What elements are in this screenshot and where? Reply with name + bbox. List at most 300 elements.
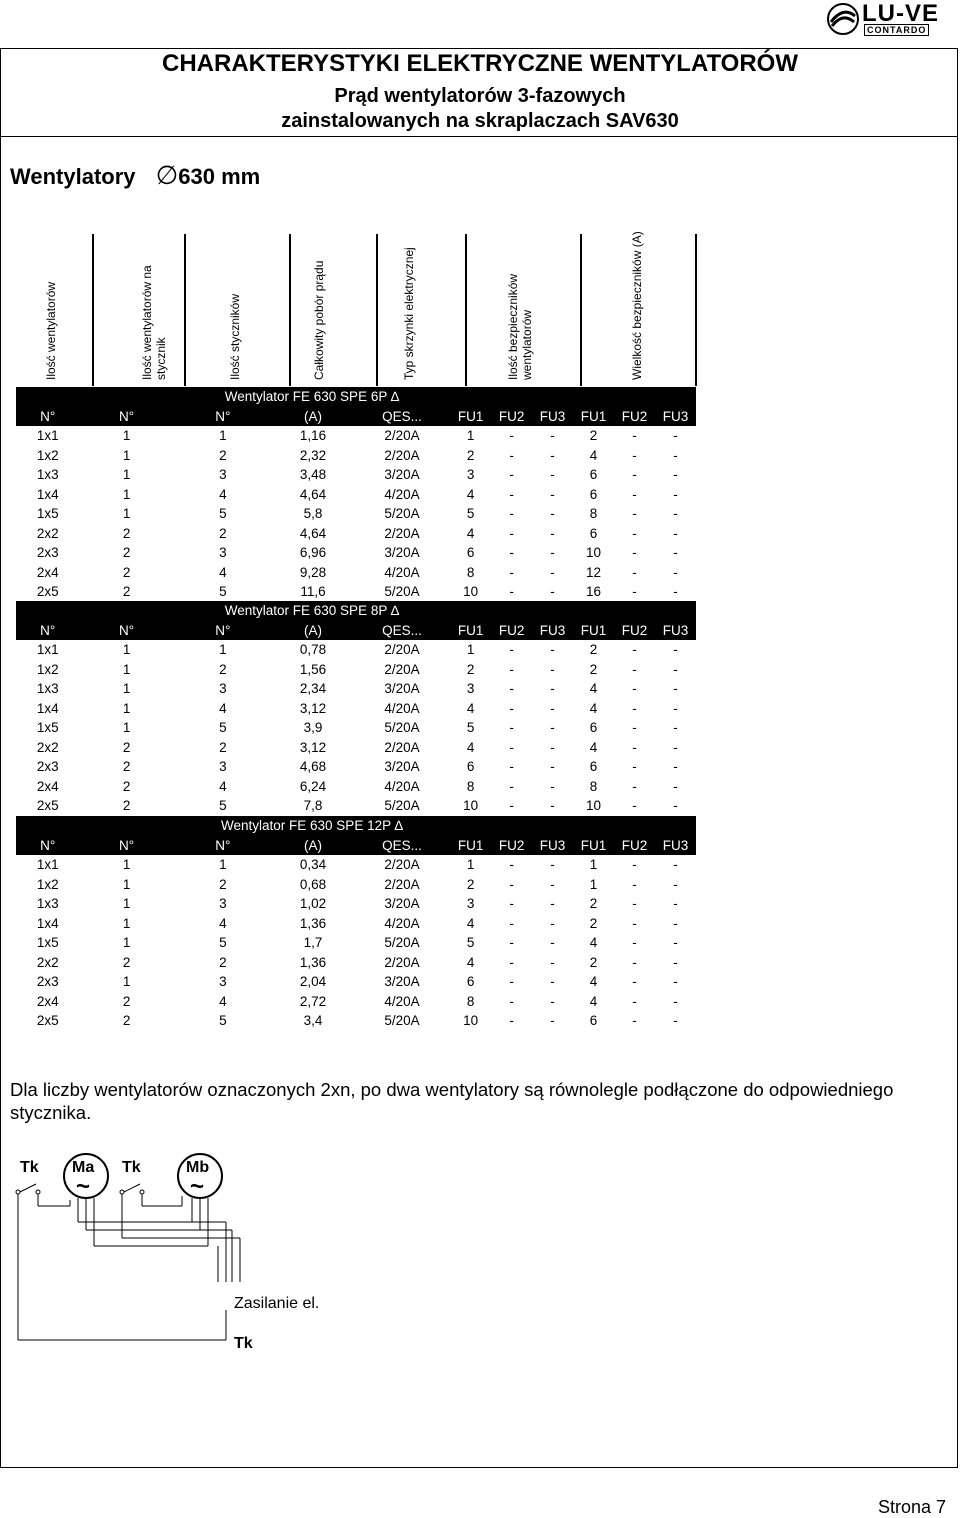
table-cell: 2 — [466, 447, 475, 463]
table-cell: 1 — [219, 428, 227, 444]
table-cell: 3,9 — [303, 720, 323, 736]
table-cell: 1 — [122, 486, 131, 502]
sub-header-cell: N° — [79, 836, 173, 856]
table-cell: 11,6 — [300, 584, 326, 600]
table-cell: - — [673, 700, 678, 716]
table-row — [16, 485, 696, 505]
wiring-diagram — [10, 1150, 320, 1352]
table-cell: 1,7 — [303, 935, 323, 951]
table-cell: 2,34 — [299, 681, 327, 697]
table-cell: 1x5 — [36, 935, 59, 951]
table-cell: - — [632, 857, 637, 873]
table-cell: 4/20A — [384, 993, 420, 1009]
table-cell: - — [509, 700, 514, 716]
table-cell: 2/20A — [384, 954, 420, 970]
table-row — [16, 426, 696, 446]
table-cell: - — [550, 486, 555, 502]
sub-header-cell: FU1 — [573, 621, 614, 641]
table-cell: 1 — [122, 974, 131, 990]
table-cell: 1 — [122, 915, 131, 931]
table-cell: 1 — [122, 720, 131, 736]
table-cell: 4 — [466, 739, 475, 755]
logo-sub: CONTARDO — [864, 24, 929, 36]
table-cell: - — [632, 993, 637, 1009]
table-cell: - — [632, 486, 637, 502]
table-cell: - — [550, 759, 555, 775]
table-cell: 1 — [122, 506, 131, 522]
table-cell: 1x2 — [36, 447, 59, 463]
table-cell: - — [550, 720, 555, 736]
sub-header-cell: N° — [79, 407, 173, 427]
section-title: Wentylator FE 630 SPE 8P ∆ — [174, 601, 450, 621]
table-cell: - — [550, 467, 555, 483]
table-cell: 4 — [219, 915, 227, 931]
table-cell: 8 — [466, 778, 475, 794]
table-row — [16, 446, 696, 466]
table-cell: 4/20A — [384, 564, 420, 580]
table-cell: - — [673, 467, 678, 483]
table-cell: 6 — [466, 545, 475, 561]
table-cell: 7,8 — [303, 798, 323, 814]
table-cell: 0,34 — [299, 857, 327, 873]
table-cell: - — [550, 778, 555, 794]
fan-table-1 — [16, 387, 696, 602]
sub-header-row — [16, 407, 696, 427]
table-cell: 2/20A — [384, 642, 420, 658]
table-cell: 1,56 — [299, 661, 327, 677]
table-cell: 2 — [122, 564, 131, 580]
tk-label-1: Tk — [20, 1159, 39, 1176]
table-cell: - — [673, 778, 678, 794]
sub-header-cell: N° — [174, 621, 272, 641]
table-cell: 8 — [589, 778, 598, 794]
table-cell: 3 — [466, 681, 475, 697]
sub-header-cell: FU3 — [532, 836, 573, 856]
table-row — [16, 777, 696, 797]
table-cell: - — [550, 993, 555, 1009]
sub-header-cell: FU3 — [532, 407, 573, 427]
header-separator — [92, 234, 94, 386]
table-cell: 1 — [122, 681, 131, 697]
sub-header-cell: FU1 — [450, 621, 491, 641]
sub-header-cell: FU1 — [450, 407, 491, 427]
table-cell: 3 — [466, 467, 475, 483]
table-cell: 5,8 — [303, 506, 323, 522]
table-cell: - — [509, 506, 514, 522]
table-row — [16, 738, 696, 758]
table-cell: 1x2 — [36, 661, 59, 677]
column-header-6 — [506, 230, 534, 380]
table-cell: 5 — [219, 798, 227, 814]
sub-header-cell: FU2 — [614, 621, 655, 641]
table-cell: 6 — [466, 974, 475, 990]
table-cell: - — [673, 876, 678, 892]
motor-ma-icon — [64, 1154, 108, 1200]
table-cell: 1,36 — [299, 954, 327, 970]
table-cell: 8 — [466, 993, 475, 1009]
table-cell: 4/20A — [384, 700, 420, 716]
table-cell: 6,96 — [299, 545, 327, 561]
table-cell: 2 — [122, 584, 131, 600]
table-cell: 10 — [463, 798, 479, 814]
table-cell: - — [550, 739, 555, 755]
table-cell: 6 — [589, 1013, 598, 1029]
table-cell: 1x1 — [36, 642, 59, 658]
table-cell: 5/20A — [384, 720, 420, 736]
table-cell: - — [550, 447, 555, 463]
header-separator — [184, 234, 186, 386]
table-cell: 1 — [219, 642, 227, 658]
table-cell: 2 — [122, 778, 131, 794]
table-cell: - — [509, 974, 514, 990]
table-row — [16, 504, 696, 524]
table-cell: 1 — [122, 896, 131, 912]
column-header-4 — [312, 230, 332, 380]
table-cell: 2 — [122, 1013, 131, 1029]
table-cell: 1 — [122, 428, 131, 444]
table-cell: 4 — [466, 915, 475, 931]
table-cell: 2x5 — [36, 1013, 59, 1029]
table-cell: 4 — [219, 486, 227, 502]
sub-header-cell: QES... — [354, 407, 450, 427]
table-cell: - — [673, 954, 678, 970]
section-title-row — [16, 387, 696, 407]
table-cell: - — [509, 447, 514, 463]
sub-header-cell: N° — [16, 621, 79, 641]
table-cell: - — [509, 525, 514, 541]
table-cell: 6 — [589, 486, 598, 502]
table-cell: - — [550, 661, 555, 677]
table-cell: 2x4 — [36, 564, 59, 580]
table-cell: - — [673, 896, 678, 912]
sub-header-row — [16, 836, 696, 856]
sub-header-cell: FU3 — [532, 621, 573, 641]
table-cell: - — [632, 661, 637, 677]
table-cell: 3/20A — [384, 681, 420, 697]
table-cell: 5/20A — [384, 506, 420, 522]
table-cell: 6 — [589, 759, 598, 775]
sub-header-cell: N° — [16, 407, 79, 427]
table-cell: 2 — [466, 661, 475, 677]
tk-label-3: Tk — [234, 1335, 253, 1352]
table-cell: 2/20A — [384, 739, 420, 755]
table-cell: 1x5 — [36, 720, 59, 736]
motor-mb-label: Mb — [186, 1159, 210, 1176]
table-cell: - — [673, 584, 678, 600]
column-header-label: Ilość wentylatorów — [44, 281, 58, 380]
table-cell: 2 — [589, 896, 598, 912]
table-row — [16, 563, 696, 583]
table-cell: 0,78 — [299, 642, 327, 658]
table-cell: - — [632, 1013, 637, 1029]
table-cell: - — [550, 876, 555, 892]
lu-ve-logo — [826, 2, 952, 38]
table-cell: 1 — [466, 642, 475, 658]
table-cell: - — [632, 700, 637, 716]
table-cell: - — [509, 564, 514, 580]
blank-cell — [16, 387, 174, 407]
table-cell: 4 — [589, 681, 598, 697]
page-title: CHARAKTERYSTYKI ELEKTRYCZNE WENTYLATORÓW — [162, 50, 798, 77]
section-title-row — [16, 601, 696, 621]
table-cell: - — [673, 428, 678, 444]
column-header-1 — [44, 230, 64, 380]
table-cell: 3/20A — [384, 759, 420, 775]
table-cell: 4/20A — [384, 915, 420, 931]
table-row — [16, 972, 696, 992]
table-cell: - — [632, 467, 637, 483]
table-cell: 5/20A — [384, 1013, 420, 1029]
table-cell: - — [509, 1013, 514, 1029]
sub-header-cell: FU2 — [614, 836, 655, 856]
table-cell: 1 — [122, 447, 131, 463]
table-cell: - — [509, 428, 514, 444]
table-cell: 5 — [466, 720, 475, 736]
table-cell: 1x2 — [36, 876, 59, 892]
table-cell: 6 — [589, 525, 598, 541]
table-cell: 4 — [219, 700, 227, 716]
column-header-5 — [402, 230, 422, 380]
table-cell: 5 — [219, 935, 227, 951]
table-cell: - — [632, 720, 637, 736]
table-cell: - — [632, 525, 637, 541]
table-cell: - — [509, 954, 514, 970]
table-cell: 6 — [589, 467, 598, 483]
column-header-label: Całkowity pobór prądu — [312, 260, 326, 380]
sub-header-cell: N° — [174, 836, 272, 856]
table-cell: 4 — [219, 564, 227, 580]
table-cell: 2 — [589, 915, 598, 931]
table-cell: - — [550, 896, 555, 912]
table-cell: 4,64 — [299, 525, 327, 541]
table-cell: - — [550, 564, 555, 580]
table-cell: 2 — [122, 759, 131, 775]
table-cell: 4 — [219, 778, 227, 794]
table-cell: 3,4 — [303, 1013, 323, 1029]
table-cell: - — [550, 700, 555, 716]
table-cell: 4/20A — [384, 778, 420, 794]
table-cell: 5/20A — [384, 935, 420, 951]
table-cell: - — [550, 974, 555, 990]
table-cell: - — [550, 935, 555, 951]
table-cell: - — [632, 974, 637, 990]
table-cell: 1x4 — [36, 700, 59, 716]
sub-header-cell: FU1 — [450, 836, 491, 856]
table-cell: 1 — [219, 857, 227, 873]
table-cell: - — [673, 798, 678, 814]
table-cell: - — [550, 954, 555, 970]
table-cell: 1 — [122, 642, 131, 658]
table-row — [16, 1011, 696, 1031]
table-cell: 3 — [219, 896, 227, 912]
table-cell: 3/20A — [384, 467, 420, 483]
table-cell: 1x4 — [36, 915, 59, 931]
sub-header-row — [16, 621, 696, 641]
blank-cell — [450, 816, 696, 836]
table-cell: - — [673, 993, 678, 1009]
column-header-2 — [140, 230, 168, 380]
table-cell: - — [673, 447, 678, 463]
motor-mb-tilde: ~ — [190, 1173, 205, 1200]
table-cell: 8 — [589, 506, 598, 522]
table-row — [16, 543, 696, 563]
table-cell: 4 — [219, 993, 227, 1009]
table-row — [16, 933, 696, 953]
table-cell: 2x3 — [36, 545, 59, 561]
table-row — [16, 796, 696, 816]
column-header-label: Ilość wentylatorów na stycznik — [140, 265, 168, 380]
table-cell: 3 — [219, 681, 227, 697]
header-separator — [289, 234, 291, 386]
fans-size: 630 mm — [178, 164, 261, 189]
table-cell: - — [550, 642, 555, 658]
fan-table-3 — [16, 816, 696, 1031]
table-cell: - — [550, 681, 555, 697]
column-header-3 — [228, 230, 248, 380]
table-cell: 2,72 — [299, 993, 327, 1009]
table-cell: 10 — [463, 584, 479, 600]
table-cell: - — [632, 545, 637, 561]
table-cell: 1x4 — [36, 486, 59, 502]
blank-cell — [450, 601, 696, 621]
table-cell: - — [509, 720, 514, 736]
table-cell: - — [509, 739, 514, 755]
table-cell: 2x2 — [36, 954, 59, 970]
table-cell: - — [673, 739, 678, 755]
sub-header-cell: FU1 — [573, 407, 614, 427]
table-row — [16, 757, 696, 777]
table-cell: 4 — [589, 974, 598, 990]
sub-header-cell: N° — [79, 621, 173, 641]
table-cell: - — [509, 642, 514, 658]
table-cell: 2/20A — [384, 661, 420, 677]
table-cell: - — [509, 486, 514, 502]
table-row — [16, 524, 696, 544]
table-cell: 1 — [122, 857, 131, 873]
table-cell: 3 — [466, 896, 475, 912]
table-cell: 2/20A — [384, 857, 420, 873]
sub-header-cell: FU2 — [491, 407, 532, 427]
sub-header-cell: FU3 — [655, 621, 696, 641]
table-cell: 5 — [219, 720, 227, 736]
table-cell: - — [550, 915, 555, 931]
table-row — [16, 992, 696, 1012]
table-cell: 2 — [219, 525, 227, 541]
table-cell: 5 — [219, 1013, 227, 1029]
table-cell: - — [550, 525, 555, 541]
table-cell: 2x5 — [36, 584, 59, 600]
table-cell: - — [632, 428, 637, 444]
table-cell: - — [550, 428, 555, 444]
table-cell: - — [673, 506, 678, 522]
table-cell: - — [673, 974, 678, 990]
table-cell: - — [632, 642, 637, 658]
table-cell: 3/20A — [384, 896, 420, 912]
table-cell: 2,04 — [299, 974, 327, 990]
table-cell: - — [632, 759, 637, 775]
table-cell: 2 — [122, 954, 131, 970]
table-cell: - — [673, 759, 678, 775]
column-header-label: Typ skrzynki elektrycznej — [402, 247, 416, 380]
blank-cell — [16, 816, 174, 836]
page-subtitle — [0, 84, 960, 134]
table-cell: 2x2 — [36, 739, 59, 755]
table-cell: - — [632, 876, 637, 892]
table-cell: - — [550, 545, 555, 561]
motor-ma-label: Ma — [72, 1159, 95, 1176]
table-cell: 10 — [463, 1013, 479, 1029]
table-cell: 2/20A — [384, 447, 420, 463]
table-cell: 1x1 — [36, 428, 59, 444]
table-cell: 2x4 — [36, 778, 59, 794]
table-cell: 2 — [122, 798, 131, 814]
table-cell: 10 — [585, 798, 602, 814]
table-cell: 2/20A — [384, 428, 420, 444]
table-cell: 4,68 — [299, 759, 327, 775]
table-cell: - — [509, 798, 514, 814]
table-cell: 4 — [589, 993, 598, 1009]
table-cell: 2 — [122, 545, 131, 561]
table-cell: - — [509, 876, 514, 892]
table-cell: 1x3 — [36, 681, 59, 697]
tk-label-2: Tk — [122, 1159, 141, 1176]
supply-label: Zasilanie el. — [234, 1295, 320, 1312]
table-row — [16, 465, 696, 485]
subtitle-line-1: Prąd wentylatorów 3-fazowych — [334, 85, 626, 107]
diameter-icon: ∅ — [155, 160, 179, 190]
table-row — [16, 718, 696, 738]
table-cell: 1,16 — [299, 428, 327, 444]
lu-ve-swirl-icon — [826, 2, 860, 36]
table-cell: 1 — [466, 857, 475, 873]
table-cell: 2 — [122, 993, 131, 1009]
sub-header-cell: N° — [16, 836, 79, 856]
table-cell: 16 — [585, 584, 602, 600]
table-cell: 2x3 — [36, 974, 59, 990]
table-cell: 1 — [122, 700, 131, 716]
motor-ma-tilde: ~ — [76, 1173, 91, 1200]
table-cell: 5 — [219, 506, 227, 522]
table-cell: - — [632, 954, 637, 970]
table-cell: 9,28 — [299, 564, 327, 580]
table-cell: - — [632, 584, 637, 600]
table-cell: 3 — [219, 759, 227, 775]
table-cell: - — [509, 935, 514, 951]
table-cell: 1,36 — [299, 915, 327, 931]
table-cell: 1 — [122, 876, 131, 892]
table-cell: 2/20A — [384, 876, 420, 892]
table-cell: 6 — [466, 759, 475, 775]
table-cell: 4 — [589, 447, 598, 463]
table-cell: - — [673, 857, 678, 873]
table-row — [16, 660, 696, 680]
section-title: Wentylator FE 630 SPE 6P ∆ — [174, 387, 450, 407]
table-cell: - — [509, 778, 514, 794]
sub-header-cell: QES... — [354, 621, 450, 641]
section-title-row — [16, 816, 696, 836]
table-cell: 4 — [466, 954, 475, 970]
table-cell: 4 — [466, 486, 475, 502]
table-cell: 3 — [219, 974, 227, 990]
table-cell: - — [509, 915, 514, 931]
table-cell: - — [673, 525, 678, 541]
column-header-7 — [630, 230, 650, 380]
header-separator — [376, 234, 378, 386]
table-cell: - — [673, 661, 678, 677]
sub-header-cell: FU1 — [573, 836, 614, 856]
table-cell: - — [550, 798, 555, 814]
blank-cell — [450, 387, 696, 407]
